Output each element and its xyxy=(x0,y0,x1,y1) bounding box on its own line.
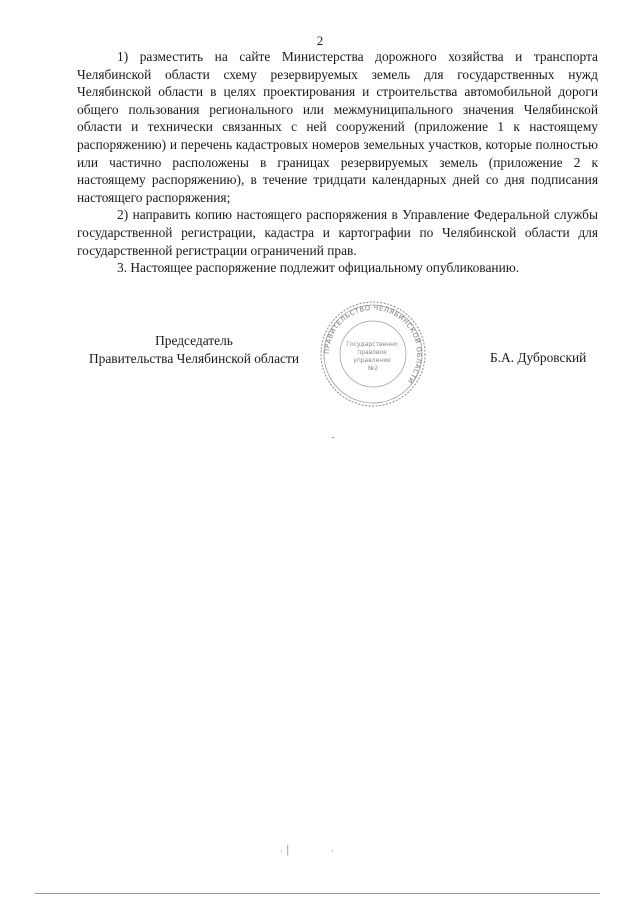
signature-position-line1: Председатель xyxy=(155,333,233,348)
scan-specks: ·‌ ׀ · xyxy=(280,846,334,856)
seal-outer-text: ПРАВИТЕЛЬСТВО ЧЕЛЯБИНСКОЙ ОБЛАСТИ xyxy=(322,303,424,386)
seal-center-text: Государственно правовое управление №2 xyxy=(346,341,398,372)
scan-mark xyxy=(332,437,334,438)
signature-position-line2: Правительства Челябинской области xyxy=(89,351,299,366)
paragraph-1: 1) разместить на сайте Министерства дорожного хозяйства и транспорта Челябинской области схему резервируемых земель для государственных нужд Челябинской области в целях проектирования и строительства автомобильной дороги общего пользования регионального или межмуниципального значения Челябинской области и технически связанных с ней сооружений (приложение 1 к настоящему распоряжению) и перечень кадастровых номеров земельных участков, которые полностью или частично расположены в границах резервируемых земель (приложение 2 к настоящему распоряжению), в течение тридцати календарных дней со дня подписания настоящего распоряжения; xyxy=(77,49,598,205)
bottom-rule xyxy=(35,893,600,894)
paragraph-3: 3. Настоящее распоряжение подлежит официальному опубликованию. xyxy=(117,260,520,276)
document-body xyxy=(77,48,598,277)
signature-name: Б.А. Дубровский xyxy=(490,350,587,365)
official-seal xyxy=(318,300,428,408)
page-number: 2 xyxy=(316,33,324,48)
signature-position xyxy=(74,332,314,368)
paragraph-2: 2) направить копию настоящего распоряжения в Управление Федеральной службы государственной регистрации, кадастра и картографии по Челябинской области для государственной регистрации ограничений прав. xyxy=(77,207,598,258)
